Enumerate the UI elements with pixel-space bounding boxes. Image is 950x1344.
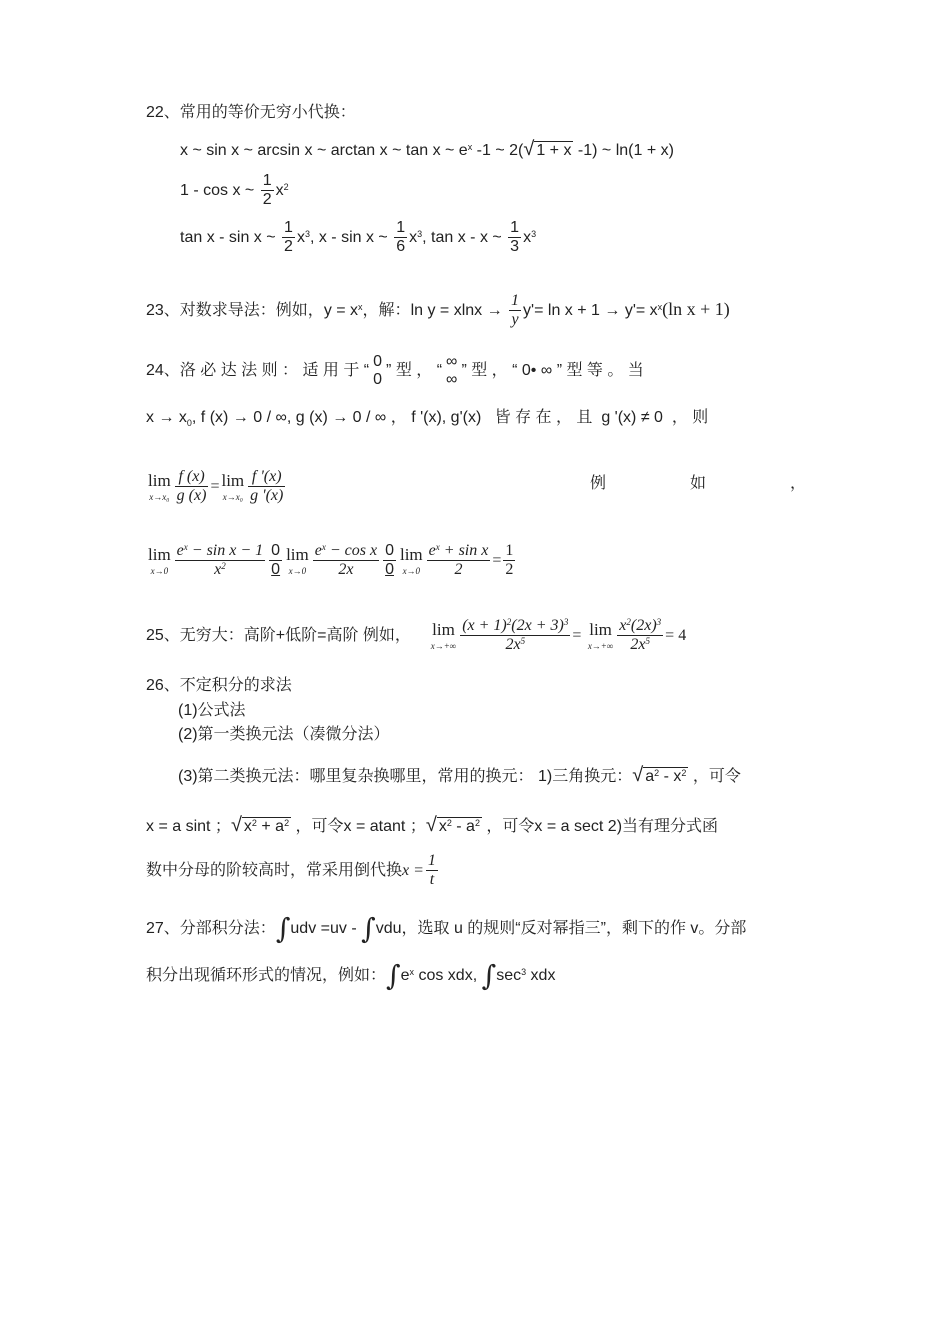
lhopital-example: lim x→0 $\frac{e^x - \sin x - 1}{x^2}$ $\frac{0}{0}$ lim x→0 $\frac{e^x - \cos x}{2x}$ $\frac{0}{0}$ lim x→0 $\frac{e^x + \sin x}{2}$ = $\frac{1}{2}$ [148,542,514,579]
limit-operator: lim x→0 [399,544,423,576]
reciprocal-substitution: 数中分母的阶较高时，常采用倒代换x = $\frac{1}{t}$ [146,852,436,889]
example-word-1: 例 [590,475,607,492]
lhopital-formula: lim x→x₀ $\frac{f (x)}{g (x)}$ = lim x→x₀ $\frac{f '(x)}{g '(x)}$ [148,468,284,505]
section-22-title: 22、常用的等价无穷小代换： [146,104,356,121]
integral-symbol: ∫ [481,959,497,992]
limit-operator: lim x→0 [286,544,309,576]
fraction: $\frac{x^2(2x)^3}{2x^5}$ [619,617,662,654]
fraction: $\frac{f '(x)}{g '(x)}$ [250,468,284,505]
sqrt-symbol: √ [230,814,242,836]
fraction: $\frac{e^x - \cos x}{2x}$ [314,542,378,579]
section-24-title: 24、洛 必 达 法 则 ： 适 用 于 “ 0 0 ” 型 ， “ ∞ ∞ ” 型 ， “ 0• ∞ ” 型 等 。 当 [146,352,644,388]
fraction-zero-over-zero: 0 0 [373,352,383,388]
trig-substitutions: x = a sint ；√ $x^2 + a^2$ ，可令x = atant ；√ $x^2 - a^2$ ，可令x = a sect 2)当有理分式函 [146,814,719,836]
cos-equivalence: 1 - cos x ~ $\frac{1}{2}$ $x^2$ [180,172,289,209]
sqrt-symbol: √ [523,138,535,160]
method-3: (3)第二类换元法：哪里复杂换哪里，常用的换元： 1)三角换元：√ $a^2 - x^2$ ，可令 [178,764,741,786]
method-2: (2)第一类换元法（凑微分法） [178,726,390,743]
equivalence-chain: x ~ sin x ~ arcsin x ~ arctan x ~ tan x ~ $e^x$ -1 ~ 2(√ 1 + x -1) ~ ln(1 + x) [180,138,674,160]
example-comma: ， [790,475,807,492]
fraction: $\frac{1}{3}$ [510,219,520,256]
fraction: $\frac{e^x + \sin x}{2}$ [428,542,489,579]
fraction: $\frac{1}{t}$ [427,852,436,889]
integral-symbol: ∫ [386,959,401,992]
sqrt-symbol: √ [632,764,644,786]
integral-symbol: ∫ [275,912,291,945]
limit-operator: lim x→+∞ [430,619,457,651]
fraction: $\frac{(x + 1)^2(2x + 3)^3}{2x^5}$ [462,617,569,654]
fraction-zero-over-zero: $\frac{0}{0}$ [385,542,394,579]
fraction: $\frac{1}{y}$ [511,292,520,329]
fraction: $\frac{f (x)}{g (x)}$ [176,468,207,505]
lhopital-conditions: $x \to x_0$, f (x) → 0 / ∞, g (x) → 0 / ∞ ， f '(x), g'(x) 皆 存 在 ， 且 g '(x) ≠ 0 ， 则 [146,409,709,428]
limit-operator: lim x→+∞ [587,619,614,651]
integral-symbol: ∫ [361,912,376,945]
example-word-2: 如 [690,475,707,492]
limit-operator: lim x→x₀ [148,470,171,502]
limit-operator: lim x→x₀ [221,470,245,502]
fraction-inf-over-inf: ∞ ∞ [446,352,458,388]
fraction: $\frac{1}{2}$ [284,219,293,256]
sqrt-symbol: √ [425,814,437,836]
cyclic-integrals: 积分出现循环形式的情况，例如：$\int e^x$ cos xdx, $\int\sec^3$ xdx [146,959,556,992]
fraction-zero-over-zero: $\frac{0}{0}$ [271,542,281,579]
fraction: $\frac{1}{6}$ [396,219,406,256]
limit-operator: lim x→0 [148,544,171,576]
section-27: 27、分部积分法：∫udv =uv - ∫vdu，选取 u 的规则“反对幂指三”，剩下的作 v。分部 [146,912,747,945]
section-25: 25、无穷大：高阶+低阶=高阶 例如， lim x→+∞ $\frac{(x + 1)^2(2x + 3)^3}{2x^5}$ = lim x→+∞ $\frac{x^2(2x)^3}{2x^5}$ = 4 [146,617,687,654]
section-26-title: 26、不定积分的求法 [146,677,292,694]
fraction: $\frac{1}{2}$ [262,172,272,209]
section-23: 23、对数求导法：例如，$y = x^x$，解：ln y = xlnx → $\frac{1}{y}$ $y'= \ln x + 1 \to y'= x^x(\ln$ x + 1) [146,292,730,329]
method-1: (1)公式法 [178,702,246,719]
fraction: $\frac{e^x - \sin x - 1}{x^2}$ [176,542,264,579]
cubic-equivalences: tan x - sin x ~ $\frac{1}{2}$ $x^3$, x - sin x ~ $\frac{1}{6}$ $x^3$, tan x - x ~ $\frac{1}{3}$ $x^3$ [180,219,537,256]
fraction: $\frac{1}{2}$ [505,542,514,579]
